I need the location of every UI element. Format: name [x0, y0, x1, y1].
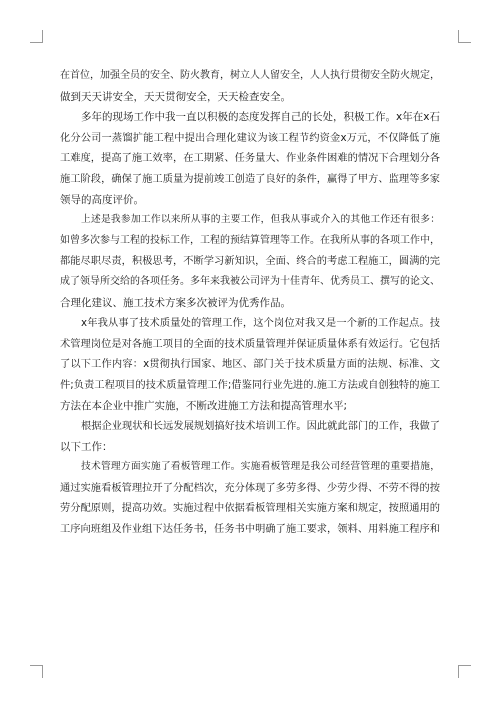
text-line: 以下工作： [60, 440, 113, 453]
text-line: 成了领导所交给的各项任务。多年来我被公司评为十佳青年、优秀员工、撰写的论文、 [60, 275, 440, 287]
text-line: 了以下工作内容：x贯彻执行国家、地区、部门关于技术质量方面的法规、标准、文 [60, 358, 440, 371]
text-line: 根据企业现状和长远发展规划搞好技术培训工作。因此就此部门的工作，我做了 [81, 420, 440, 433]
text-line: 方法在本企业中推广实施，不断改进施工方法和提高管理水平; [60, 399, 348, 412]
text-line: 技术管理方面实施了看板管理工作。实施看板管理是我公司经营管理的重要措施， [81, 461, 440, 473]
text-line: 劳分配原则，提高功效。实施过程中依据看板管理相关实施方案和规定，按照通用的 [60, 502, 440, 515]
text-line: 合理化建议、施工技术方案多次被评为优秀作品。 [60, 296, 291, 309]
crop-mark-bottom-left [30, 665, 43, 678]
text-line: 工难度，提高了施工效率，在工期紧、任务量大、作业条件困难的情况下合理划分各 [60, 152, 440, 165]
text-line: 施工阶段，确保了施工质量为提前竣工创造了良好的条件，赢得了甲方、监理等多家 [60, 172, 440, 185]
text-line: 多年的现场工作中我一直以积极的态度发挥自己的长处，积极工作。x年在x石 [81, 111, 440, 124]
text-line: 工序向班组及作业组下达任务书，任务书中明确了施工要求，领料、用料施工程序和 [60, 523, 440, 536]
crop-mark-bottom-right [458, 665, 471, 678]
text-line: 如曾多次参与工程的投标工作，工程的预结算管理等工作。在我所从事的各项工作中， [60, 234, 440, 246]
text-line: 做到天天讲安全，天天贯彻安全，天天检查安全。 [60, 90, 291, 103]
text-line: 化分公司一蒸馏扩能工程中提出合理化建议为该工程节约资金x万元，不仅降低了施 [60, 131, 440, 144]
document-body [60, 66, 440, 540]
crop-mark-top-left [30, 30, 43, 43]
text-line: 通过实施看板管理拉开了分配档次，充分体现了多劳多得、少劳少得、不劳不得的按 [60, 481, 440, 494]
text-line: 上述是我参加工作以来所从事的主要工作，但我从事或介入的其他工作还有很多： [81, 214, 440, 226]
crop-mark-top-right [458, 30, 471, 43]
text-line: 术管理岗位是对各施工项目的全面的技术质量管理并保证质量体系有效运行。它包括 [60, 337, 440, 350]
text-line: 领导的高度评价。 [60, 193, 144, 206]
text-line: 件;负责工程项目的技术质量管理工作;借鉴同行业先进的.施工方法或自创独特的施工 [60, 378, 440, 391]
text-line: 在首位，加强全员的安全、防火教育，树立人人留安全，人人执行贯彻安全防火规定， [60, 70, 440, 81]
text-line: x年我从事了技术质量处的管理工作，这个岗位对我又是一个新的工作起点。技 [81, 317, 440, 330]
text-line: 都能尽职尽责，积极思考，不断学习新知识，全面、终合的考虑工程施工，圆满的完 [60, 255, 440, 268]
